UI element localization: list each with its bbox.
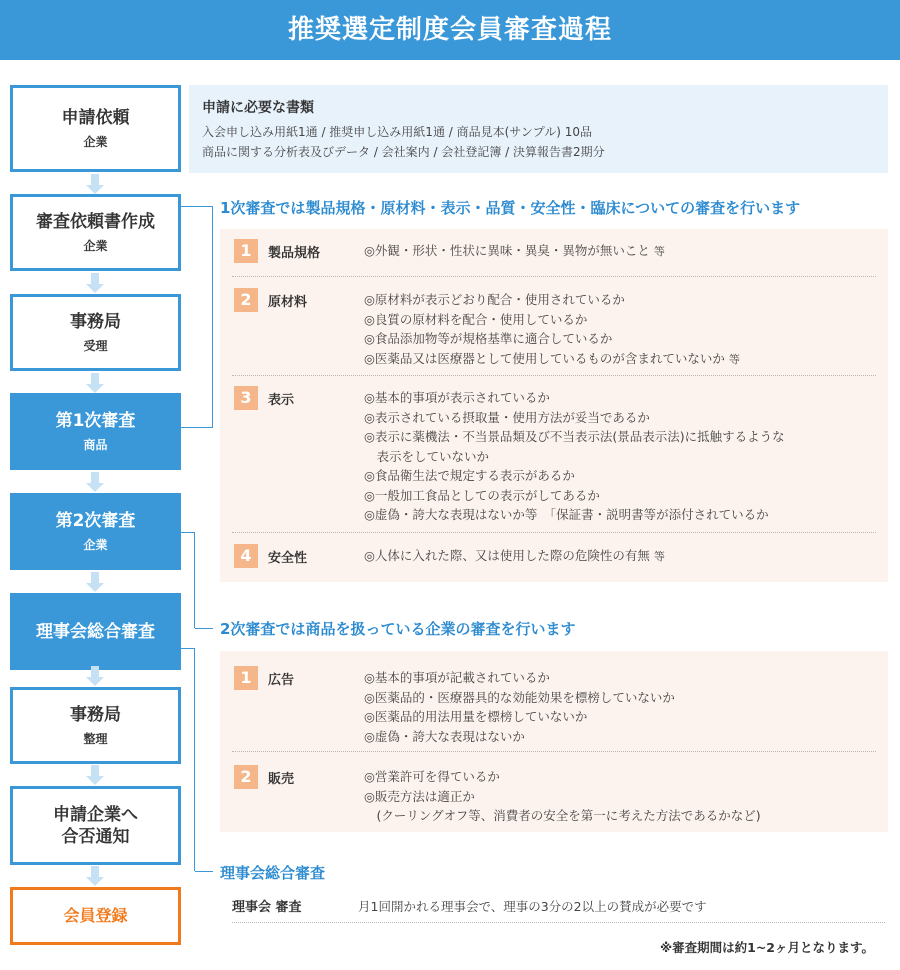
flow-step-sub: 企業: [83, 239, 108, 253]
row-label: 製品規格: [268, 246, 321, 261]
flow-step-secretariat-receive: [10, 294, 181, 371]
board-review-desc: 月1回開かれる理事会で、理事の3分の2以上の賛成が必要です: [358, 899, 707, 914]
flow-arrow: [86, 472, 104, 494]
row-items: ◎基本的事項が記載されているか ◎医薬品的・医療器具的な効能効果を標榜していないか ◎医薬品的用法用量を標榜していないか ◎虚偽・誇大な表現はないか: [364, 670, 675, 744]
flow-step-first-review: [10, 393, 181, 470]
row-items: ◎基本的事項が表示されているか ◎表示されている摂取量・使用方法が妥当であるか ◎表示に薬機法・不当景品類及び不当表示法(景品表示法)に抵触するような 表示をしていないか ◎食品衛生法で規定する表示があるか ◎一般加工食品としての表示がしてあるか ◎虚偽・誇大な表現はないか等 「保証書・説明書等が添付されているか: [364, 390, 785, 522]
page-header: [0, 0, 900, 60]
row-number-badge: 3: [234, 386, 258, 410]
flow-step-sub: 整理: [83, 732, 108, 746]
row-label: 広告: [268, 673, 295, 688]
flow-step-sub: 商品: [83, 438, 108, 452]
flow-arrow: [86, 174, 104, 196]
flow-step-title: 申請企業へ: [53, 804, 138, 825]
first-review-panel: [220, 229, 888, 582]
row-number-badge: 1: [234, 666, 258, 690]
flow-step-member-registration: [10, 887, 181, 945]
flow-step-request-form: [10, 194, 181, 271]
documents-heading: 申請に必要な書類: [202, 100, 314, 116]
review-row-advertising: [232, 666, 876, 752]
documents-line: 入会申し込み用紙1通 / 推奨申し込み用紙1通 / 商品見本(サンプル) 10品: [202, 125, 592, 139]
row-items: ◎原材料が表示どおり配合・使用されているか ◎良質の原材料を配合・使用しているか ◎食品添加物等が規格基準に適合しているか ◎医薬品又は医療器として使用しているものが含まれていないか 等: [364, 292, 740, 366]
flow-step-second-review: [10, 493, 181, 570]
review-row-labeling: [232, 386, 876, 533]
row-label: 表示: [268, 393, 295, 408]
required-documents-box: [189, 85, 888, 173]
flow-step-title: 第2次審査: [55, 511, 136, 531]
connector-board-review-tip: [195, 871, 213, 872]
flow-step-sub: 企業: [83, 135, 108, 149]
review-row-product-spec: [232, 239, 876, 277]
flow-step-title: 理事会総合審査: [36, 621, 155, 642]
board-review-title: 理事会総合審査: [220, 864, 326, 882]
review-row-safety: [232, 544, 876, 574]
flow-arrow: [86, 765, 104, 787]
flow-step-secretariat-organize: [10, 687, 181, 764]
connector-first-review: [181, 206, 213, 428]
row-label: 安全性: [268, 551, 308, 566]
flow-step-title: 事務局: [70, 312, 121, 332]
flow-step-title-line2: 合否通知: [61, 826, 130, 847]
review-row-ingredients: [232, 288, 876, 376]
flow-arrow: [86, 666, 104, 688]
row-items: ◎営業許可を得ているか ◎販売方法は適正か (クーリングオフ等、消費者の安全を第一に考えた方法であるかなど): [364, 769, 761, 823]
connector-second-review-tip: [195, 628, 213, 629]
flow-step-title: 申請依頼: [61, 108, 130, 128]
row-number-badge: 2: [234, 288, 258, 312]
flow-step-title: 事務局: [70, 705, 121, 725]
connector-board-review: [181, 648, 195, 871]
page-title: 推奨選定制度会員審査過程: [287, 15, 612, 45]
documents-line: 商品に関する分析表及びデータ / 会社案内 / 会社登記簿 / 決算報告書2期分: [202, 145, 605, 159]
flow-step-application: [10, 85, 181, 172]
flow-arrow: [86, 273, 104, 295]
flow-step-title: 第1次審査: [55, 411, 136, 431]
flow-arrow: [86, 572, 104, 594]
row-label: 販売: [268, 772, 295, 787]
second-review-title: 2次審査では商品を扱っている企業の審査を行います: [220, 620, 576, 638]
flow-step-title: 会員登録: [63, 906, 128, 925]
review-period-note: ※審査期間は約1~2ヶ月となります。: [659, 940, 874, 955]
first-review-title: 1次審査では製品規格・原材料・表示・品質・安全性・臨床についての審査を行います: [220, 199, 801, 217]
row-number-badge: 4: [234, 544, 258, 568]
flow-arrow: [86, 866, 104, 888]
flow-step-sub: 受理: [83, 339, 108, 353]
board-review-row: [232, 893, 885, 923]
board-review-label: 理事会 審査: [232, 900, 302, 915]
flow-step-notification: [10, 786, 181, 865]
row-number-badge: 2: [234, 765, 258, 789]
row-items: ◎人体に入れた際、又は使用した際の危険性の有無 等: [364, 548, 665, 563]
row-number-badge: 1: [234, 239, 258, 263]
connector-second-review: [181, 532, 195, 628]
flow-step-title: 審査依頼書作成: [36, 212, 155, 232]
row-items: ◎外観・形状・性状に異味・異臭・異物が無いこと 等: [364, 243, 665, 258]
flow-step-sub: 企業: [83, 538, 108, 552]
second-review-panel: [220, 651, 888, 832]
flow-step-board-review: [10, 593, 181, 670]
flow-arrow: [86, 373, 104, 395]
review-row-sales: [232, 765, 876, 827]
row-label: 原材料: [268, 295, 308, 310]
